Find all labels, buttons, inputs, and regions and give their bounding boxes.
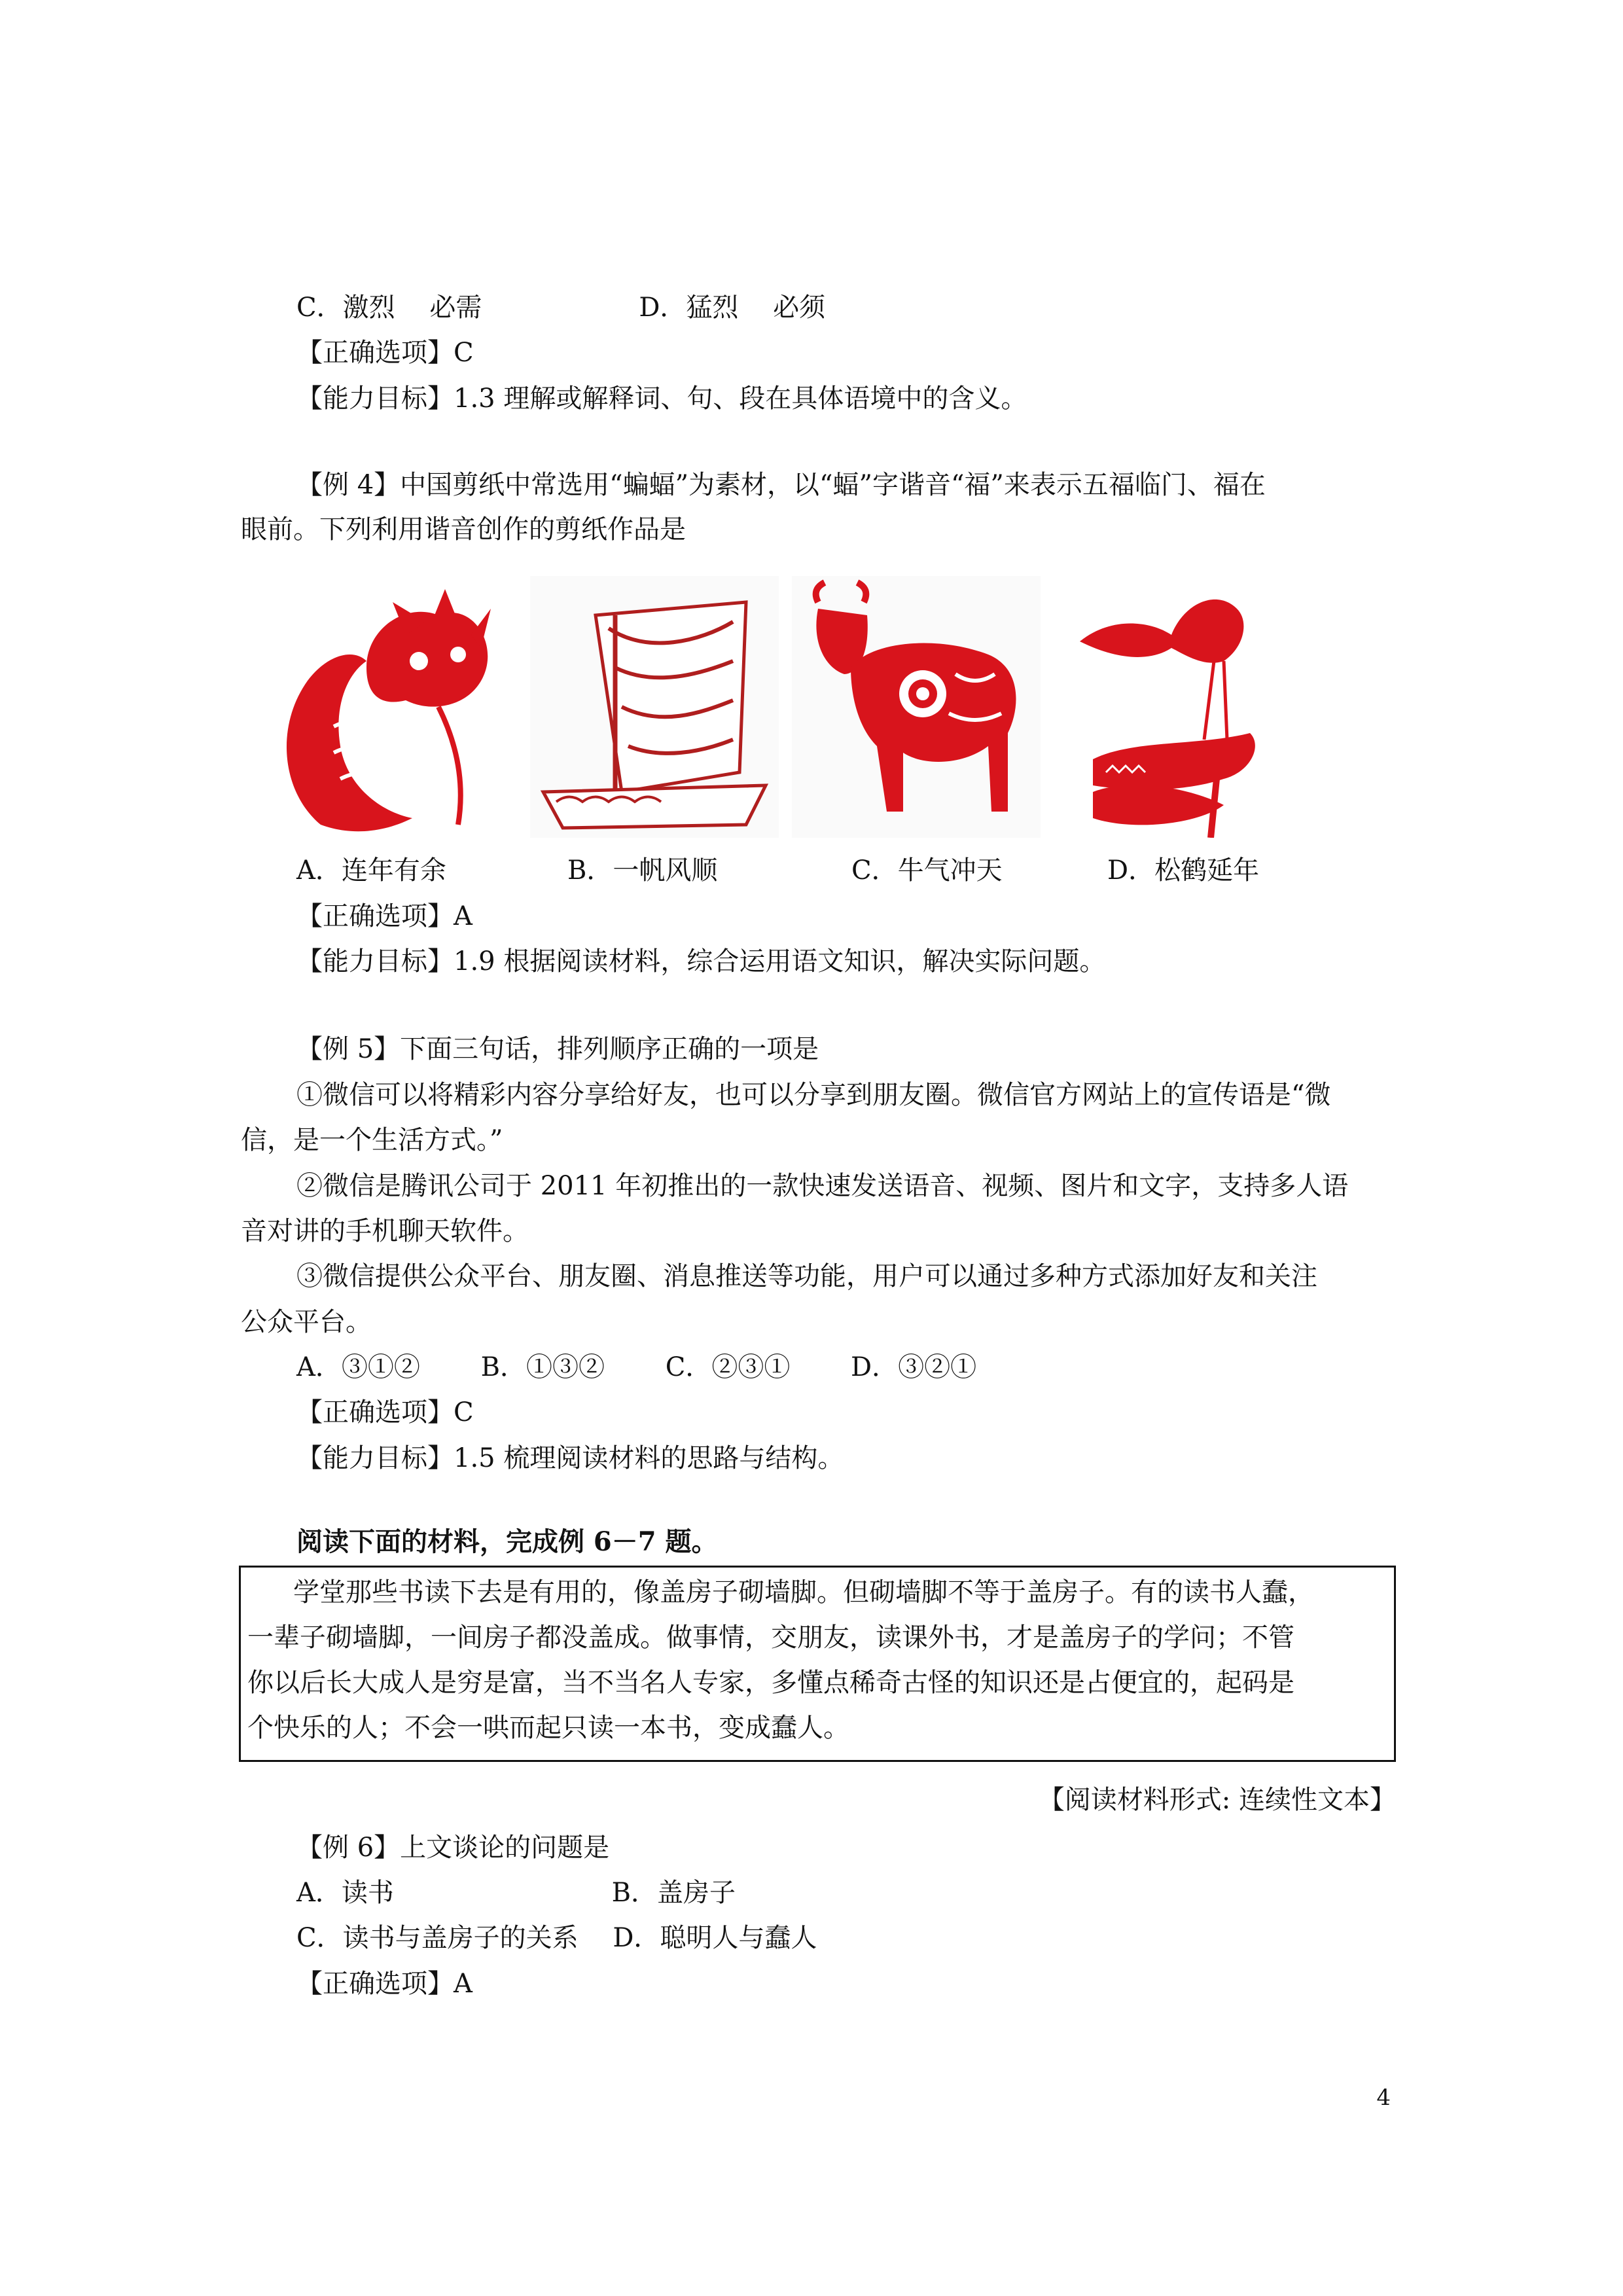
material-line4: 个快乐的人；不会一哄而起只读一本书，变成蠢人。 bbox=[247, 1713, 849, 1743]
papercut-fish-lotus-image bbox=[268, 576, 517, 838]
example6-options-cd: C．读书与盖房子的关系 D．聪明人与蠢人 bbox=[296, 1923, 817, 1953]
page-number: 4 bbox=[1376, 2085, 1391, 2111]
caption-a: A．连年有余 bbox=[296, 855, 446, 886]
example3-options-cd: C．激烈 必需 D．猛烈 必须 bbox=[296, 293, 826, 323]
reading-instructions: 阅读下面的材料，完成例 6－7 题。 bbox=[296, 1526, 718, 1557]
papercut-sailboat-image bbox=[530, 576, 779, 838]
example4-question-line1: 【例 4】中国剪纸中常选用“蝙蝠”为素材，以“蝠”字谐音“福”来表示五福临门、福在 bbox=[296, 470, 1266, 500]
example5-ability-goal: 【能力目标】1.5 梳理阅读材料的思路与结构。 bbox=[296, 1443, 844, 1473]
example6-question: 【例 6】上文谈论的问题是 bbox=[296, 1833, 610, 1863]
example5-sentence1-line2: 信，是一个生活方式。” bbox=[241, 1125, 503, 1155]
example5-answer: 【正确选项】C bbox=[296, 1397, 474, 1427]
material-line1: 学堂那些书读下去是有用的，像盖房子砌墙脚。但砌墙脚不等于盖房子。有的读书人蠢， bbox=[241, 1577, 1314, 1607]
example6-answer: 【正确选项】A bbox=[296, 1969, 473, 1999]
example4-question-line2: 眼前。下列利用谐音创作的剪纸作品是 bbox=[241, 514, 686, 545]
example5-sentence3-line1: ③微信提供公众平台、朋友圈、消息推送等功能，用户可以通过多种方式添加好友和关注 bbox=[296, 1261, 1317, 1291]
example4-ability-goal: 【能力目标】1.9 根据阅读材料，综合运用语文知识，解决实际问题。 bbox=[296, 946, 1106, 977]
example4-answer: 【正确选项】A bbox=[296, 901, 473, 931]
caption-b: B．一帆风顺 bbox=[567, 855, 718, 886]
material-line3: 你以后长大成人是穷是富，当不当名人专家，多懂点稀奇古怪的知识还是占便宜的，起码是 bbox=[247, 1668, 1294, 1698]
papercut-ox-image bbox=[792, 576, 1041, 838]
example6-options-ab: A．读书 B．盖房子 bbox=[296, 1878, 736, 1908]
example5-sentence2-line1: ②微信是腾讯公司于 2011 年初推出的一款快速发送语音、视频、图片和文字，支持多人语 bbox=[296, 1171, 1349, 1201]
papercut-pine-crane-image bbox=[1054, 576, 1302, 838]
example3-answer: 【正确选项】C bbox=[296, 338, 474, 368]
caption-c: C．牛气冲天 bbox=[851, 855, 1003, 886]
example5-question: 【例 5】下面三句话，排列顺序正确的一项是 bbox=[296, 1034, 819, 1064]
example3-ability-goal: 【能力目标】1.3 理解或解释词、句、段在具体语境中的含义。 bbox=[296, 384, 1027, 414]
material-form-label: 【阅读材料形式: 连续性文本】 bbox=[1038, 1785, 1396, 1815]
example5-sentence3-line2: 公众平台。 bbox=[241, 1307, 372, 1337]
caption-d: D．松鹤延年 bbox=[1107, 855, 1260, 886]
example5-options: A．③①② B．①③② C．②③① D．③②① bbox=[296, 1352, 977, 1382]
example5-sentence1-line1: ①微信可以将精彩内容分享给好友，也可以分享到朋友圈。微信官方网站上的宣传语是“微 bbox=[296, 1080, 1331, 1110]
material-line2: 一辈子砌墙脚，一间房子都没盖成。做事情，交朋友，读课外书，才是盖房子的学问；不管 bbox=[247, 1623, 1294, 1653]
example5-sentence2-line2: 音对讲的手机聊天软件。 bbox=[241, 1216, 529, 1246]
papercut-figures bbox=[268, 576, 1315, 851]
reading-material-box bbox=[239, 1566, 1396, 1762]
